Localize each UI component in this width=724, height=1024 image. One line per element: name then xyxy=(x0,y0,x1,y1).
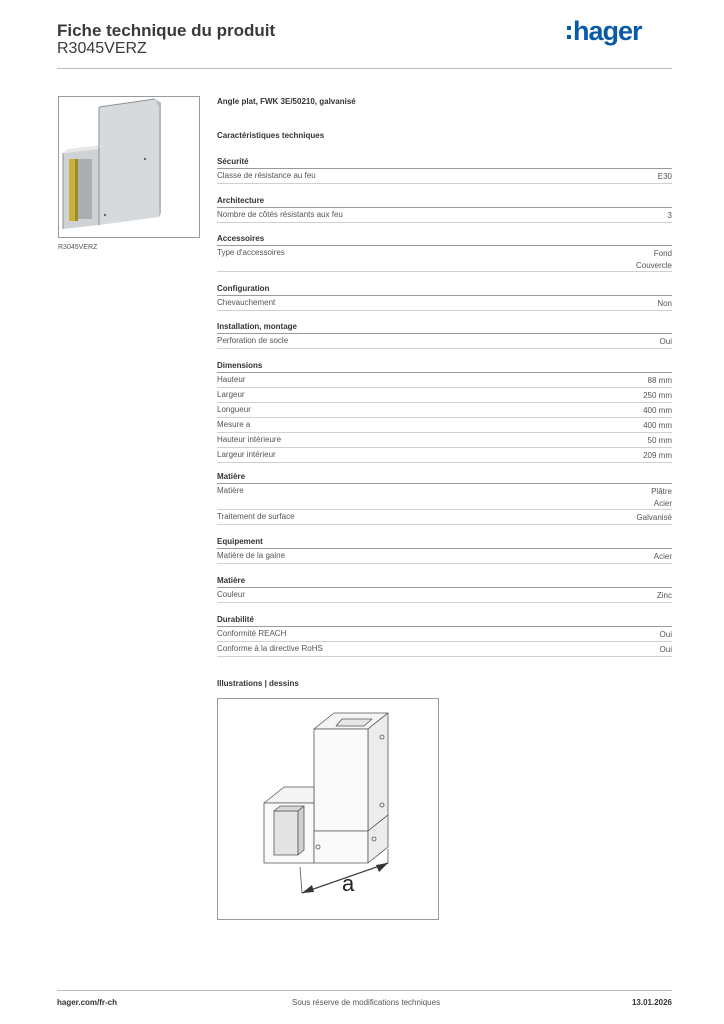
spec-value: Non xyxy=(657,299,672,308)
footer-notice: Sous réserve de modifications techniques xyxy=(292,998,441,1007)
spec-value: Oui xyxy=(659,630,672,639)
spec-row xyxy=(217,510,672,525)
spec-value: Plâtre Acier xyxy=(651,487,672,508)
spec-section-dimensions xyxy=(217,359,672,463)
spec-label: Matière xyxy=(217,486,244,495)
spec-row xyxy=(217,448,672,463)
spec-row xyxy=(217,627,672,642)
spec-value: Zinc xyxy=(656,591,672,600)
spec-label: Conformité REACH xyxy=(217,629,287,638)
section-title: Accessoires xyxy=(217,234,265,243)
spec-label: Largeur intérieur xyxy=(217,450,276,459)
spec-row xyxy=(217,549,672,564)
spec-row xyxy=(217,418,672,433)
footer-date: 13.01.2026 xyxy=(631,998,672,1007)
spec-value: Galvanisé xyxy=(636,513,672,522)
section-title: Dimensions xyxy=(217,361,263,370)
spec-value: 50 mm xyxy=(647,436,672,445)
spec-row xyxy=(217,484,672,510)
hager-logo xyxy=(567,14,657,48)
spec-label: Conforme à la directive RoHS xyxy=(217,644,323,653)
spec-section-architecture xyxy=(217,194,672,223)
product-photo xyxy=(58,96,200,238)
technical-drawing xyxy=(217,698,439,920)
spec-section-configuration xyxy=(217,282,672,311)
spec-section-securite xyxy=(217,155,672,184)
spec-row xyxy=(217,588,672,603)
spec-label: Couleur xyxy=(217,590,246,599)
spec-row xyxy=(217,403,672,418)
section-title: Matière xyxy=(217,472,246,481)
tech-specs-heading: Caractéristiques techniques xyxy=(217,131,325,140)
spec-row xyxy=(217,246,672,272)
section-title: Architecture xyxy=(217,196,265,205)
spec-value: 400 mm xyxy=(643,406,672,415)
spec-section-matiere xyxy=(217,470,672,525)
spec-label: Type d'accessoires xyxy=(217,248,285,257)
section-title: Matière xyxy=(217,576,246,585)
spec-section-matiere-couleur xyxy=(217,574,672,603)
spec-label: Largeur xyxy=(217,390,245,399)
spec-value: 250 mm xyxy=(643,391,672,400)
spec-row xyxy=(217,296,672,311)
section-title: Configuration xyxy=(217,284,270,293)
spec-row xyxy=(217,373,672,388)
spec-row xyxy=(217,433,672,448)
hager-logo-text: hager xyxy=(573,16,642,46)
spec-value: Oui xyxy=(659,337,672,346)
spec-label: Nombre de côtés résistants aux feu xyxy=(217,210,343,219)
spec-label: Mesure a xyxy=(217,420,251,429)
spec-row xyxy=(217,642,672,657)
page-title: Fiche technique du produit xyxy=(57,21,276,40)
spec-value: 3 xyxy=(667,211,672,220)
footer-website-link[interactable]: hager.com/fr-ch xyxy=(57,998,118,1007)
spec-label: Hauteur intérieure xyxy=(217,435,282,444)
spec-value: E30 xyxy=(657,172,672,181)
spec-label: Matière de la gaine xyxy=(217,551,286,560)
spec-value: Oui xyxy=(659,645,672,654)
spec-section-durabilite xyxy=(217,613,672,657)
spec-row xyxy=(217,334,672,349)
section-title: Durabilité xyxy=(217,615,254,624)
spec-section-installation xyxy=(217,320,672,349)
product-reference: R3045VERZ xyxy=(57,40,147,57)
spec-row xyxy=(217,208,672,223)
section-title: Installation, montage xyxy=(217,322,298,331)
spec-section-equipement xyxy=(217,535,672,564)
section-title: Equipement xyxy=(217,537,263,546)
spec-value: 88 mm xyxy=(647,376,672,385)
spec-value: 209 mm xyxy=(643,451,672,460)
spec-label: Traitement de surface xyxy=(217,512,295,521)
spec-row xyxy=(217,169,672,184)
header-divider xyxy=(57,68,672,69)
spec-row xyxy=(217,388,672,403)
footer-divider xyxy=(57,990,672,991)
spec-section-accessoires xyxy=(217,232,672,272)
spec-label: Classe de résistance au feu xyxy=(217,171,316,180)
spec-value: Acier xyxy=(653,552,672,561)
dimension-label-a: a xyxy=(342,871,355,896)
illustrations-heading: Illustrations | dessins xyxy=(217,679,299,688)
spec-value: Fond Couvercle xyxy=(635,249,672,270)
section-title: Sécurité xyxy=(217,157,249,166)
spec-label: Chevauchement xyxy=(217,298,276,307)
spec-value: 400 mm xyxy=(643,421,672,430)
product-image-caption: R3045VERZ xyxy=(58,244,98,251)
spec-label: Hauteur xyxy=(217,375,246,384)
spec-label: Longueur xyxy=(217,405,251,414)
spec-label: Perforation de socle xyxy=(217,336,289,345)
product-description: Angle plat, FWK 3E/50210, galvanisé xyxy=(217,97,356,106)
